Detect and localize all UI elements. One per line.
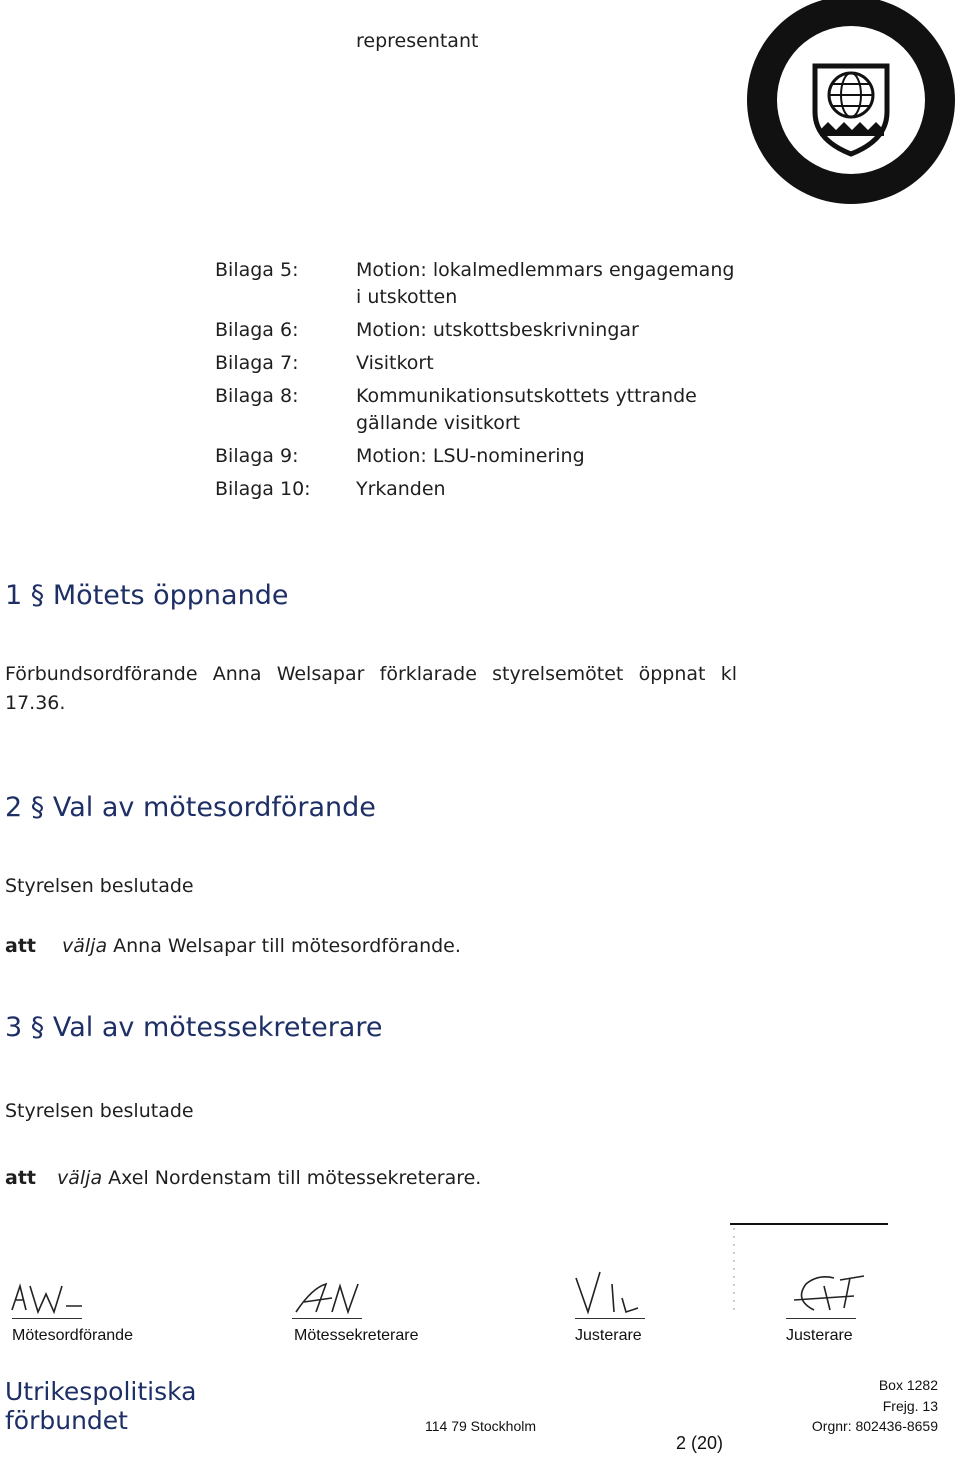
att-keyword: att: [5, 935, 36, 957]
signature-role: Justerare: [575, 1327, 642, 1344]
attachment-label: Bilaga 8:: [215, 385, 299, 407]
section-number: 1: [5, 580, 23, 611]
signature-line: [575, 1318, 645, 1319]
section-number: 3: [5, 1012, 23, 1043]
signature-role: Mötesordförande: [12, 1327, 133, 1344]
signature-role: Mötessekreterare: [294, 1327, 419, 1344]
decision-rest: Anna Welsapar till mötesordförande.: [107, 935, 461, 957]
attachment-title: gällande visitkort: [356, 412, 521, 434]
decision-verb: välja: [62, 935, 108, 957]
section-symbol: §: [30, 580, 45, 611]
attachment-label: Bilaga 5:: [215, 259, 299, 281]
signature-line: [12, 1318, 82, 1319]
section-symbol: §: [30, 792, 45, 823]
section-text: Förbundsordförande Anna Welsapar förklarade styrelsemötet öppnat kl: [5, 663, 737, 685]
attachment-title: Visitkort: [356, 352, 434, 374]
section-symbol: §: [30, 1012, 45, 1043]
attachment-title: Motion: lokalmedlemmars engagemang: [356, 259, 735, 281]
attachment-label: Bilaga 9:: [215, 445, 299, 467]
section-heading: [5, 1012, 382, 1043]
section-title: Val av mötesordförande: [52, 792, 376, 823]
page-number: 2 (20): [676, 1433, 724, 1453]
section-text: 17.36.: [5, 692, 66, 714]
attachment-label: Bilaga 7:: [215, 352, 299, 374]
decision-intro: Styrelsen beslutade: [5, 1100, 194, 1122]
signature-image: [8, 1280, 88, 1320]
decision-verb: välja: [57, 1167, 103, 1189]
section-heading: [5, 792, 376, 823]
attachment-title: Motion: utskottsbeskrivningar: [356, 319, 639, 341]
attachment-continued-text: representant: [356, 30, 479, 52]
attachment-title: Yrkanden: [356, 478, 446, 500]
att-keyword: att: [5, 1167, 36, 1189]
attachment-title: Kommunikationsutskottets yttrande: [356, 385, 697, 407]
decision-text: [62, 935, 461, 957]
signature-image: [292, 1278, 372, 1320]
section-number: 2: [5, 792, 23, 823]
decision-text: [57, 1167, 481, 1189]
signature-image: [570, 1268, 650, 1318]
attachment-label: Bilaga 10:: [215, 478, 311, 500]
footer-org-name: Utrikespolitiska: [5, 1377, 197, 1406]
footer-box: Box 1282: [878, 1377, 938, 1393]
footer-orgnr: Orgnr: 802436-8659: [811, 1418, 938, 1434]
decision-rest: Axel Nordenstam till mötessekreterare.: [102, 1167, 482, 1189]
footer-street: Frejg. 13: [882, 1398, 938, 1414]
attachment-title: i utskotten: [356, 286, 458, 308]
signature-line: [292, 1318, 362, 1319]
organization-logo: [742, 0, 960, 212]
attachment-label: Bilaga 6:: [215, 319, 299, 341]
section-title: Val av mötessekreterare: [52, 1012, 383, 1043]
section-heading: [5, 580, 288, 611]
signature-image: [784, 1270, 874, 1318]
footer-city: 114 79 Stockholm: [425, 1418, 537, 1434]
section-title: Mötets öppnande: [52, 580, 289, 611]
decision-intro: Styrelsen beslutade: [5, 875, 194, 897]
signature-line: [786, 1318, 856, 1319]
signature-role: Justerare: [786, 1327, 853, 1344]
attachment-title: Motion: LSU-nominering: [356, 445, 585, 467]
footer-org-name: förbundet: [5, 1406, 128, 1435]
